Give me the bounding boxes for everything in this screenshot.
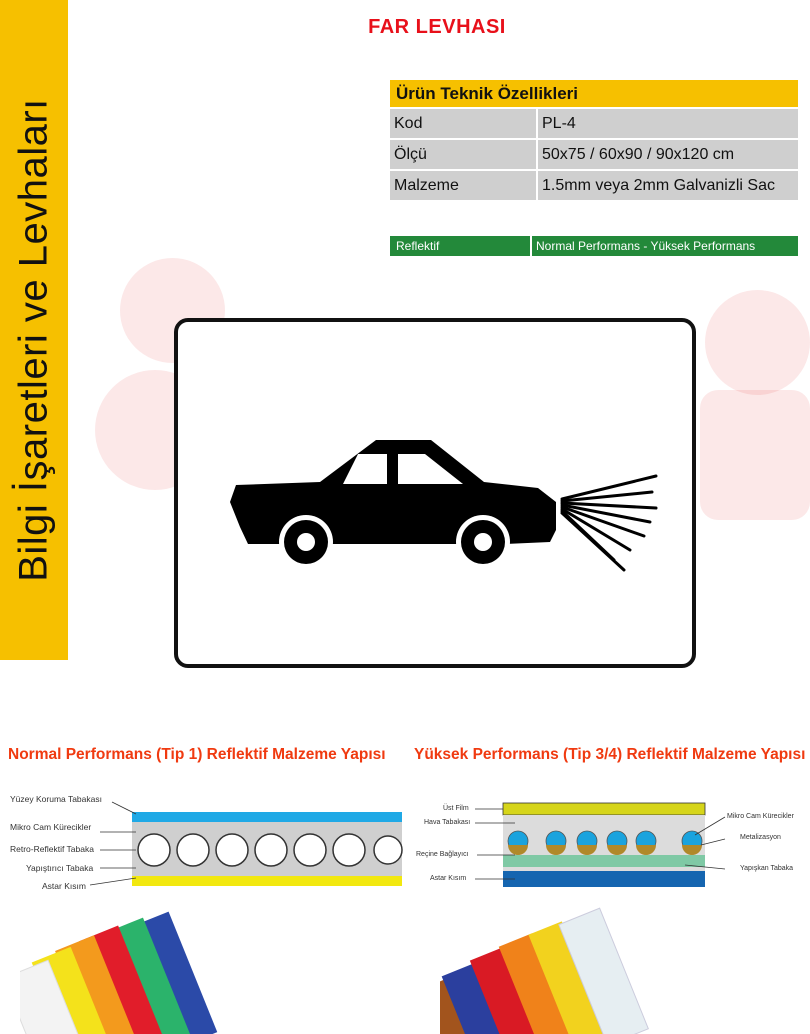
high-label: Reçine Bağlayıcı <box>416 851 469 858</box>
background-sign-3 <box>705 290 810 395</box>
spec-heading: Ürün Teknik Özellikleri <box>390 80 798 107</box>
reflective-key: Reflektif <box>390 236 532 256</box>
spec-key: Ölçü <box>390 140 538 169</box>
spec-value: PL-4 <box>538 109 798 138</box>
car-headlight-icon <box>178 322 692 664</box>
high-label: Astar Kısım <box>430 875 467 882</box>
spec-row <box>390 171 798 200</box>
high-reflective-sheets-image <box>440 905 670 1034</box>
page-title: FAR LEVHASI <box>368 16 506 38</box>
high-label: Hava Tabakası <box>424 819 471 826</box>
normal-label: Retro-Reflektif Tabaka <box>10 844 94 854</box>
spec-value: 1.5mm veya 2mm Galvanizli Sac <box>538 171 798 200</box>
normal-label: Yüzey Koruma Tabakası <box>10 794 102 804</box>
background-sign-4 <box>700 390 810 520</box>
high-section-title: Yüksek Performans (Tip 3/4) Reflektif Malzeme Yapısı <box>414 746 806 763</box>
reflective-value: Normal Performans - Yüksek Performans <box>532 236 798 256</box>
high-label: Metalizasyon <box>740 834 781 841</box>
far-sign <box>174 318 696 668</box>
reflective-row <box>390 236 798 256</box>
high-label: Yapışkan Tabaka <box>740 865 794 872</box>
spec-row <box>390 140 798 169</box>
normal-label: Mikro Cam Kürecikler <box>10 822 92 832</box>
normal-reflective-sheets-image <box>20 905 240 1034</box>
spec-row <box>390 109 798 138</box>
normal-label: Astar Kısım <box>42 881 86 891</box>
spec-key: Kod <box>390 109 538 138</box>
spec-value: 50x75 / 60x90 / 90x120 cm <box>538 140 798 169</box>
high-label: Üst Film <box>443 805 469 812</box>
high-label: Mikro Cam Kürecikler <box>727 813 794 820</box>
spec-table <box>390 78 798 202</box>
normal-section-title: Normal Performans (Tip 1) Reflektif Malzeme Yapısı <box>8 746 386 763</box>
side-banner-text: Bilgi İşaretleri ve Levhaları <box>11 98 56 582</box>
normal-label: Yapıştırıcı Tabaka <box>26 863 94 873</box>
spec-key: Malzeme <box>390 171 538 200</box>
